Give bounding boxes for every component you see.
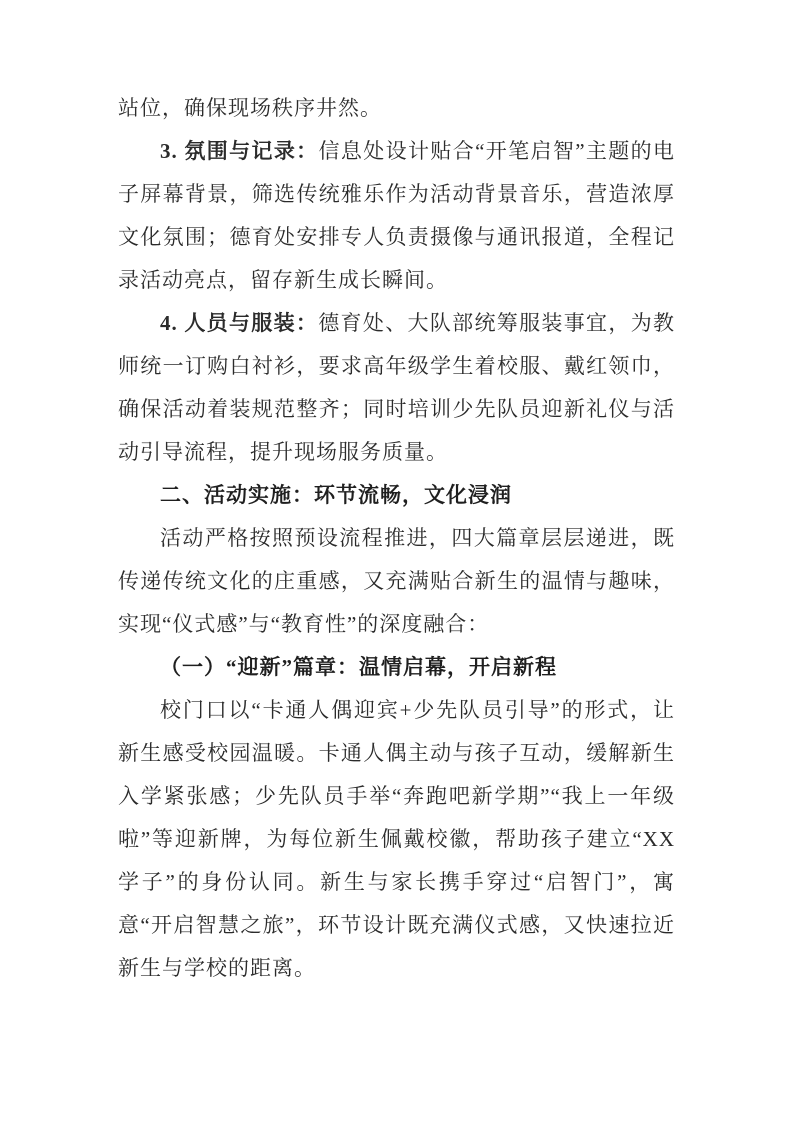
paragraph-continuation: 站位，确保现场秩序井然。	[118, 96, 382, 120]
document-body	[118, 87, 675, 990]
section-heading-implementation: 二、活动实施：环节流畅，文化浸润	[160, 484, 512, 507]
paragraph-bold-label: 3. 氛围与记录：	[160, 139, 319, 163]
paragraph-text: 信息处设计贴合“开笔启智”主题的电子屏幕背景，筛选传统雅乐作为活动背景音乐，营造浓厚文化氛围；德育处安排专人负责摄像与通讯报道，全程记录活动亮点，留存新生成长瞬间。	[118, 139, 676, 292]
paragraph-personnel-clothing	[118, 302, 675, 474]
paragraph-implementation-overview: 活动严格按照预设流程推进，四大篇章层层递进，既传递传统文化的庄重感，又充满贴合新生的温情与趣味，实现“仪式感”与“教育性”的深度融合：	[118, 526, 675, 636]
subsection-heading-welcome-chapter: （一）“迎新”篇章：温情启幕，开启新程	[160, 655, 557, 679]
paragraph-welcome-chapter: 校门口以“卡通人偶迎宾+少先队员引导”的形式，让新生感受校园温暖。卡通人偶主动与孩子互动，缓解新生入学紧张感；少先队员手举“奔跑吧新学期”“我上一年级啦”等迎新牌，为每位新生佩戴校徽，帮助孩子建立“XX 学子”的身份认同。新生与家长携手穿过“启智门”，寓意“开启智慧之旅”，环节设计既充满仪式感，又快速拉近新生与学校的距离。	[118, 698, 675, 980]
paragraph-atmosphere-record	[118, 130, 675, 302]
paragraph-bold-label: 4. 人员与服装：	[160, 311, 319, 335]
paragraph-text: 德育处、大队部统筹服装事宜，为教师统一订购白衬衫，要求高年级学生着校服、戴红领巾，确保活动着装规范整齐；同时培训少先队员迎新礼仪与活动引导流程，提升现场服务质量。	[118, 311, 676, 464]
